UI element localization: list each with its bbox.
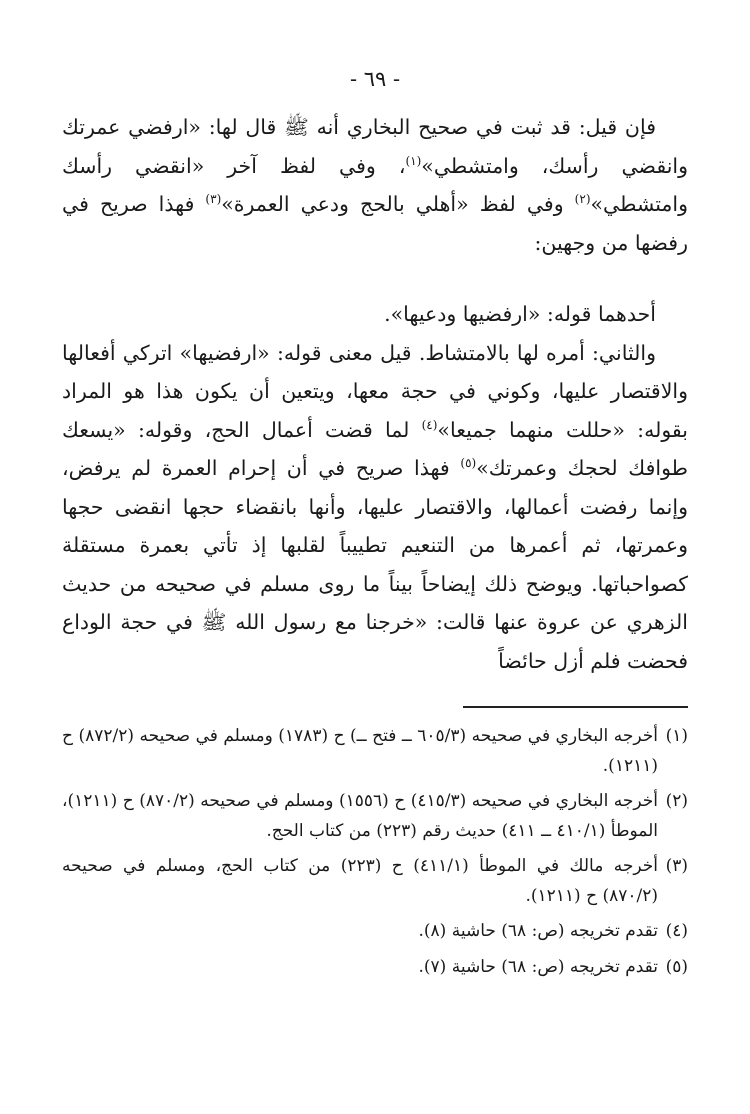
footnotes-list xyxy=(62,722,688,982)
footnote-1-text: أخرجه البخاري في صحيحه (٦٠٥/٣ ــ فتح ــ) ح (١٧٨٣) ومسلم في صحيحه (٨٧٢/٢) ح (١٢١١). xyxy=(62,726,658,776)
main-text xyxy=(62,108,688,680)
paragraph-3-part-2: لما قضت أعمال الحج، وقوله: «يسعك طوافك لحجك وعمرتك» xyxy=(62,417,688,480)
footnote-4-text: تقدم تخريجه (ص: ٦٨) حاشية (٨). xyxy=(418,921,658,941)
footnote-5-number: (٥) xyxy=(665,956,688,977)
paragraph-1-part-1: فإن قيل: قد ثبت في صحيح البخاري أنه ﷺ قال لها: «ارفضي عمرتك وانقضي رأسك، وامتشطي» xyxy=(62,115,689,178)
footnote-3-text: أخرجه مالك في الموطأ (٤١١/١) ح (٢٢٣) من كتاب الحج، ومسلم في صحيحه (٨٧٠/٢) ح (١٢١١). xyxy=(62,856,658,906)
footnote-divider xyxy=(463,706,688,708)
footnote-ref-2[interactable]: (٢) xyxy=(574,192,591,207)
paragraph-3 xyxy=(62,334,688,681)
footnote-2 xyxy=(62,787,688,846)
paragraph-1-part-4: فهذا صريح في رفضها من وجهين: xyxy=(62,192,688,255)
footnote-ref-4[interactable]: (٤) xyxy=(421,417,438,432)
footnote-4 xyxy=(62,917,688,947)
footnote-ref-5[interactable]: (٥) xyxy=(460,456,477,471)
footnote-4-number: (٤) xyxy=(665,921,688,941)
footnote-5-text: تقدم تخريجه (ص: ٦٨) حاشية (٧). xyxy=(418,956,658,977)
paragraph-2: أحدهما قوله: «ارفضيها ودعيها». xyxy=(384,302,656,326)
page-number: - ٦٩ - xyxy=(349,67,401,91)
footnote-3-number: (٣) xyxy=(665,856,688,876)
footnote-1-number: (١) xyxy=(665,726,688,746)
paragraph-1-part-3: وفي لفظ «أهلي بالحج ودعي العمرة» xyxy=(221,192,575,216)
paragraph-1 xyxy=(62,108,688,262)
footnote-2-number: (٢) xyxy=(665,791,688,811)
paragraph-3-part-3: فهذا صريح في أن إحرام العمرة لم يرفض، وإنما رفضت أعمالها، والاقتصار عليها، وأنها بانقضاء حجها انقضى حجها وعمرتها، ثم أعمرها من التنعيم تطييباً لقلبها إذ تأتي بعمرة مستقلة كصواحباتها. ويوضح ذلك إيضاحاً بيناً ما روى مسلم في صحيحه من حديث الزهري عن عروة عنها قالت: «خرجنا مع رسول الله ﷺ في حجة الوداع فحضت فلم أزل حائضاً xyxy=(62,456,688,673)
footnote-ref-1[interactable]: (١) xyxy=(405,153,422,168)
footnote-1 xyxy=(62,722,688,781)
paragraph-1-part-2: ، وفي لفظ آخر «انقضي رأسك وامتشطي» xyxy=(62,153,688,216)
footnote-2-text: أخرجه البخاري في صحيحه (٤١٥/٣) ح (١٥٥٦) ومسلم في صحيحه (٨٧٠/٢) ح (١٢١١)، الموطأ (٤١٠/١ ــ ٤١١) حديث رقم (٢٢٣) من كتاب الحج. xyxy=(62,791,658,841)
footnote-ref-3[interactable]: (٣) xyxy=(205,192,222,207)
footnote-5 xyxy=(62,953,688,983)
paragraph-3-part-1: والثاني: أمره لها بالامتشاط. قيل معنى قوله: «ارفضيها» اتركي أفعالها والاقتصار عليها، وكوني في حجة معها، ويتعين أن يكون هذا هو المراد بقوله: «حللت منهما جميعا» xyxy=(62,340,688,442)
footnote-3 xyxy=(62,852,688,911)
